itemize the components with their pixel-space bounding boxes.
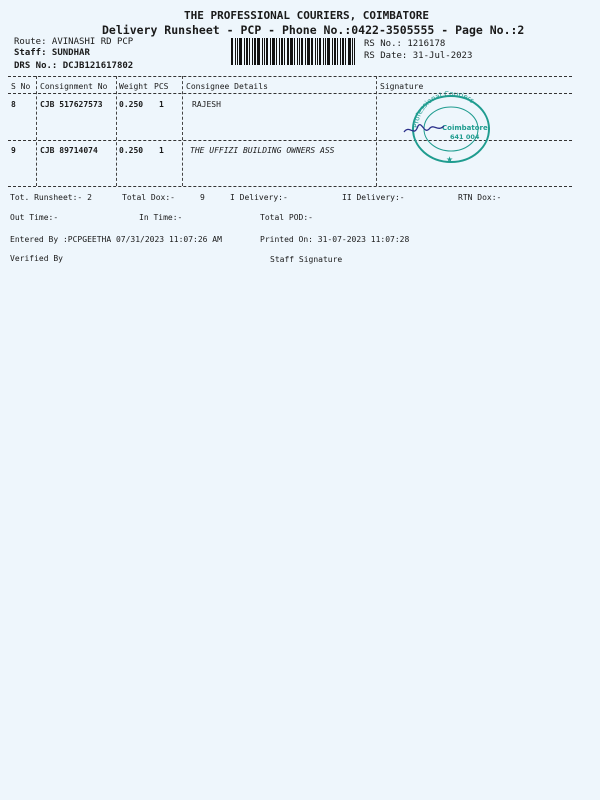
row-consignment: CJB 89714074 xyxy=(40,146,98,155)
table-bottom-rule xyxy=(8,186,572,187)
row-consignment: CJB 517627573 xyxy=(40,100,103,109)
row-consignee: RAJESH xyxy=(192,100,221,109)
row-sno: 8 xyxy=(11,100,16,109)
company-title: THE PROFESSIONAL COURIERS, COIMBATORE xyxy=(184,9,430,22)
col-divider xyxy=(376,76,377,186)
col-header-weight: Weight xyxy=(119,82,148,91)
entered-by: Entered By :PCPGEETHA 07/31/2023 11:07:26 AM xyxy=(10,235,222,244)
rtn-dox: RTN Dox:- xyxy=(458,193,502,202)
col-header-consignee: Consignee Details xyxy=(186,82,268,91)
ii-delivery: II Delivery:- xyxy=(342,193,405,202)
runsheet-subtitle: Delivery Runsheet - PCP - Phone No.:0422-3505555 - Page No.:2 xyxy=(102,23,525,37)
printed-on: Printed On: 31-07-2023 11:07:28 xyxy=(260,235,410,244)
courier-stamp xyxy=(400,86,502,166)
stamp-star-icon: ★ xyxy=(446,155,454,164)
rs-date: RS Date: 31-Jul-2023 xyxy=(364,51,473,61)
barcode xyxy=(231,38,357,65)
total-dox-label: Total Dox:- xyxy=(122,193,175,202)
verified-by: Verified By xyxy=(10,254,63,263)
staff-label: Staff: SUNDHAR xyxy=(14,48,90,58)
col-divider xyxy=(182,76,183,186)
col-header-pcs: PCS xyxy=(154,82,169,91)
svg-text:Professional Couriers xyxy=(412,90,476,128)
stamp-arc-text: Professional Couriers xyxy=(411,89,476,129)
rs-number: RS No.: 1216178 xyxy=(364,39,446,49)
col-header-consignment: Consignment No xyxy=(40,82,108,91)
stamp-city: Coimbatore xyxy=(442,124,488,132)
col-header-signature: Signature xyxy=(380,82,424,91)
row-pcs: 1 xyxy=(159,100,164,109)
row-sno: 9 xyxy=(11,146,16,155)
total-dox-value: 9 xyxy=(200,193,205,202)
table-top-rule xyxy=(8,76,572,77)
row-pcs: 1 xyxy=(159,146,164,155)
row-weight: 0.250 xyxy=(119,100,144,109)
row-consignee: THE UFFIZI BUILDING OWNERS ASS xyxy=(190,146,335,155)
total-runsheet: Tot. Runsheet:- 2 xyxy=(10,193,92,202)
i-delivery: I Delivery:- xyxy=(230,193,288,202)
in-time: In Time:- xyxy=(139,213,183,222)
col-divider xyxy=(36,76,37,186)
out-time: Out Time:- xyxy=(10,213,59,222)
route-label: Route: AVINASHI RD PCP xyxy=(14,37,134,47)
total-pod: Total POD:- xyxy=(260,213,313,222)
staff-signature: Staff Signature xyxy=(270,255,343,264)
stamp-pin: 641 004 xyxy=(450,133,480,141)
col-divider xyxy=(116,76,117,186)
col-header-sno: S No xyxy=(11,82,31,91)
row-weight: 0.250 xyxy=(119,146,144,155)
drs-number: DRS No.: DCJB121617802 xyxy=(14,61,134,71)
